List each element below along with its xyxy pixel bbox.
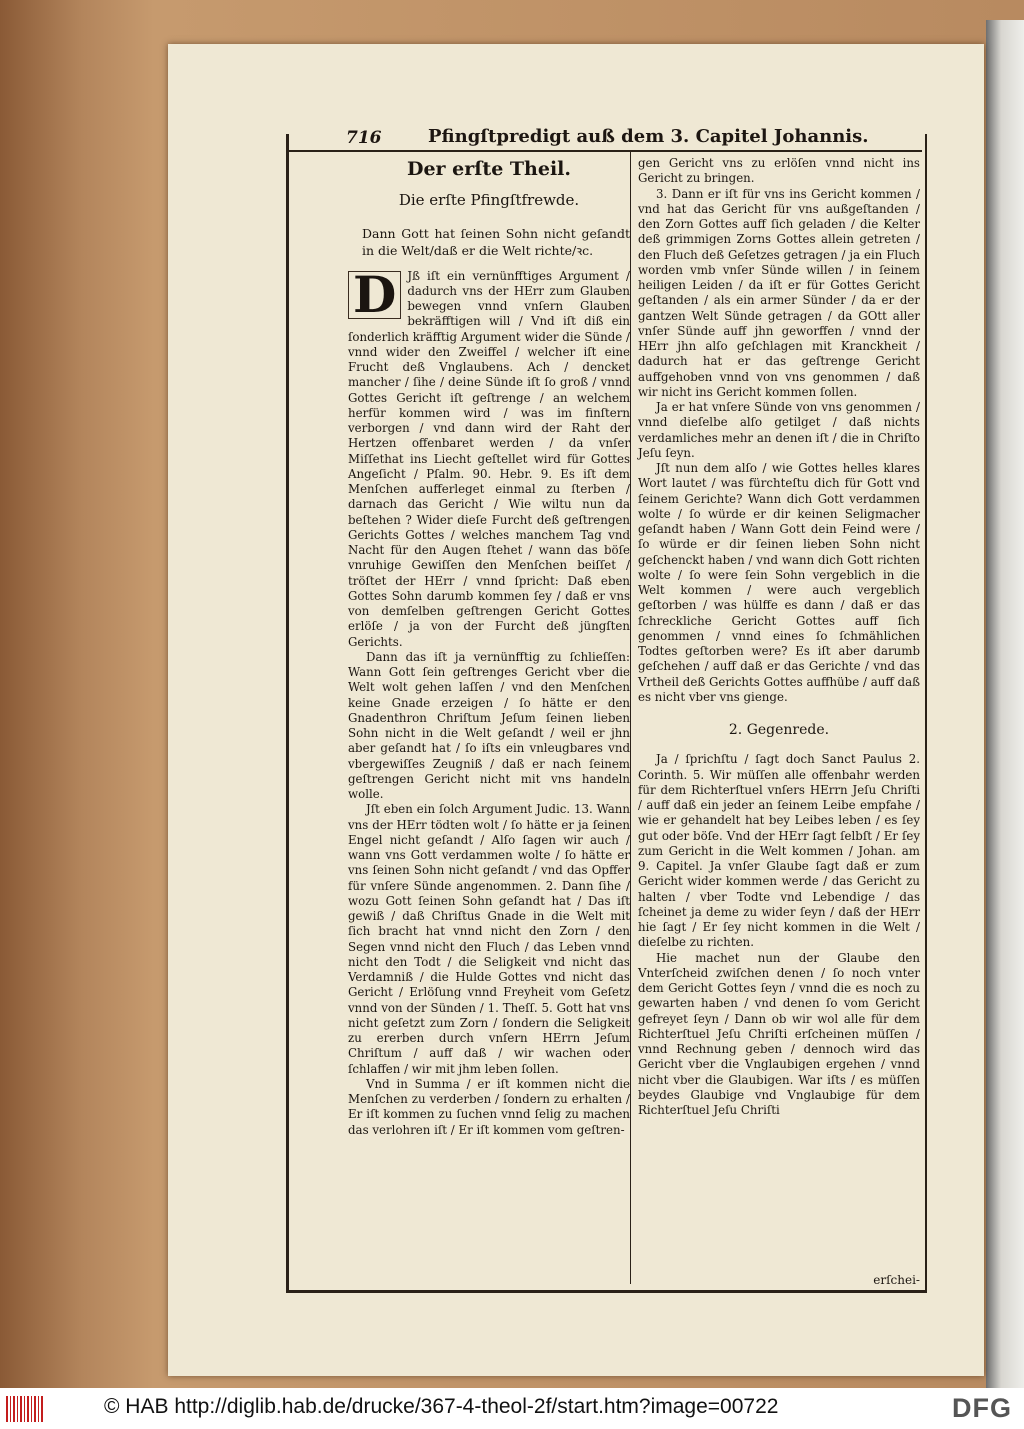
- section-subtitle: Die erſte Pfingſtfrewde.: [398, 191, 580, 210]
- viewer-footer: [0, 1388, 1024, 1429]
- paragraph: Jſt nun dem alſo / wie Gottes helles klares Wort lautet / was fürchteſtu dich für Gott vnd ſeinem Gerichte? Wann dich Gott verdammen wolte / ſo würde er dir keinen Seligmacher geſandt haben / Wann Gott dein Feind were / ſo würde er dir ſeinen lieben Sohn nicht geſchenckt haben / vnd wann dich Gott richten wolte / ſo were ſein Sohn vergeblich in die Welt kommen / were auch vergeblich geſtorben / was hülffe es dann / daß er das ſchreckliche Gericht Gottes auff ſich genommen / vnnd eines ſo ſchmählichen Todtes geſtorben were? Es iſt aber darumb geſchehen / auff daß er das Gerichte / vnd das Vrtheil deß Gerichts Gottes auffhübe / auff daß es nicht vber vns gienge.: [638, 461, 920, 704]
- library-logo-icon: [6, 1396, 44, 1422]
- source-credit-link[interactable]: © HAB http://diglib.hab.de/drucke/367-4-theol-2f/start.htm?image=00722: [104, 1395, 779, 1418]
- left-column: [348, 156, 630, 1284]
- dfg-logo: DFG: [952, 1393, 1012, 1423]
- paragraph: Dann das iſt ja vernünfftig zu ſchlieſſen: Wann Gott ſein geſtrenges Gericht vber die Welt wolt gehen laſſen / vnd den Menſchen keine Gnade erzeigen / ſo hätte er den Gnadenthron Chriſtum Jeſum ſeinen lieben Sohn nicht in die Welt geſandt / weil er jhn aber geſandt hat / ſo iſts ein vnleugbares vnd vbergewiſſes Zeugniß / daß er nach ſeinem geſtrengen Gericht nicht mit vns handeln wolle.: [348, 649, 630, 801]
- drop-cap: D: [348, 271, 401, 319]
- paragraph: Ja er hat vnſere Sünde von vns genommen / vnnd dieſelbe alſo getilget / daß nichts verdamliches mehr an denen iſt / die in Chriſto Jeſu ſeyn.: [638, 400, 920, 460]
- paragraph: gen Gericht vns zu erlöſen vnnd nicht ins Gericht zu bringen.: [638, 156, 920, 186]
- running-header: [342, 126, 869, 152]
- column-divider: [630, 152, 631, 1284]
- book-page: [168, 44, 984, 1376]
- section-title: Der erſte Theil.: [406, 158, 572, 180]
- paragraph: Ja / ſprichſtu / ſagt doch Sanct Paulus 2. Corinth. 5. Wir müſſen alle offenbahr werden für dem Richterſtuel vnſers HErrn Jeſu Chriſti / auff daß ein jeder an ſeinem Leibe empfahe / wie er gehandelt hat bey Leibes leben / es ſey gut oder böſe. Vnd der HErr ſagt ſelbſt / Er ſey zum Gericht in die Welt kommen / Johan. am 9. Capitel. Ja vnſer Glaube ſagt daß er zum Gericht wider kommen werde / das Gericht zu halten / vber Todte vnd Lebendige / das ſcheinet ja deme zu wider ſeyn / daß der HErr hie ſagt / Er ſey nicht kommen in die Welt / dieſelbe zu richten.: [638, 752, 920, 950]
- catchword: erſchei-: [873, 1272, 920, 1287]
- paragraph: Vnd in Summa / er iſt kommen nicht die Menſchen zu verderben / ſondern zu erhalten / Er iſt kommen zu ſuchen vnnd ſelig zu machen das verlohren iſt / Er iſt kommen vom geſtren-: [348, 1076, 630, 1137]
- paragraph-text: Jß iſt ein vernünfftiges Argument / dadurch vns der HErr zum Glauben bewegen vnnd vnſern Glauben bekräfftigen will / Vnd iſt diß ein ſonderlich kräfftig Argument wider die Sünde / vnnd wider den Zweiffel / welcher iſt eine Frucht deß Vnglaubens. Ach / dencket mancher / ſihe / deine Sünde iſt ſo groß / vnnd Gottes Gericht iſt geſtrenge / an welchem herfür kommen wird / was im finſtern verborgen / vnd dann wird der Raht der Hertzen offenbaret werden / da vnſer Miſſethat ins Liecht geſtellet wird für Gottes Angeſicht / Pſalm. 90. Hebr. 9. Es iſt dem Menſchen aufferleget einmal zu ſterben / darnach das Gericht / Wie wiltu nun da beſtehen ? Wider dieſe Furcht deß geſtrengen Gerichts Gottes / welches manchem Tag vnd Nacht für den Augen ſtehet / wann das böſe vnruhige Gewiſſen den Menſchen beiſſet / tröſtet der HErr / vnnd ſpricht: Daß eben Gottes Sohn darumb kommen ſey / daß er vns von demſelben geſtrengen Gericht Gottes erlöſe / ja von der Furcht deß jüngſten Gerichts.: [348, 268, 630, 649]
- paragraph: Jſt eben ein ſolch Argument Judic. 13. Wann vns der HErr tödten wolt / ſo hätte er ja ſeinen Engel nicht geſandt / Alſo ſagen wir auch / wann vns Gott verdammen wolte / ſo hätte er vns ſeinen Sohn nicht geſandt / vnd das Opffer für vnſere Sünde angenommen. 2. Dann ſihe / wozu Gott ſeinen Sohn geſandt hat / Das iſt gewiß / daß Chriſtus Gnade in die Welt mit ſich bracht hat vnnd nicht den Zorn / den Segen vnnd nicht den Fluch / das Leben vnnd nicht den Todt / die Seligkeit vnd nicht das Verdamniß / die Hulde Gottes vnd nicht das Gericht / Erlöſung vnnd Freyheit vom Geſetz vnnd von der Sünden / 1. Theſſ. 5. Gott hat vns nicht geſetzt zum Zorn / ſondern die Seligkeit zu ererben durch vnſern HErrn Jeſum Chriſtum / auff daß / wir wachen oder ſchlaffen / wir mit jhm leben ſollen.: [348, 802, 630, 1076]
- right-column: [638, 156, 920, 1287]
- scripture-quote: Dann Gott hat ſeinen Sohn nicht geſandt in die Welt/daß er die Welt richte/ꝛc.: [362, 225, 630, 258]
- paragraph: 3. Dann er iſt für vns ins Gericht kommen / vnd hat das Gericht für vns außgeſtanden / den Zorn Gottes auff ſich geladen / die Kelter deß grimmigen Zorns Gottes allein getreten / den Fluch deß Geſetzes getragen / ja ein Fluch worden vmb vnſer Sünde willen / in ſeinem heiligen Leiden / da iſt er für Gottes Gericht geſtanden / als ein armer Sünder / da er der gantzen Welt Sünde getragen / da GOtt aller vnſer Sünde auff jhn geworffen / vnnd der HErr jhn alſo geſchlagen mit Kranckheit / dadurch hat er das geſtrenge Gericht auffgehoben vnnd von vns genommen / daß wir nicht ins Gericht kommen ſollen.: [638, 186, 920, 399]
- paragraph: Hie machet nun der Glaube den Vnterſcheid zwiſchen denen / ſo noch vnter dem Gericht Gottes ſeyn / vnnd die es noch zu gewarten haben / vnd denen ſo vom Gericht gefreyet ſeyn / Dann ob wir wol alle für dem Richterſtuel Jeſu Chriſti erſcheinen müſſen / vnnd Rechnung geben / dennoch wird das Gericht vber die Vnglaubigen ergehen / vnnd nicht vber die Glaubigen. War iſts / es müſſen beydes Glaubige vnd Vnglaubige für dem Richterſtuel Jeſu Chriſti: [638, 950, 920, 1117]
- next-page-edge: [986, 20, 1024, 1388]
- paragraph: [348, 264, 630, 650]
- counter-heading: 2. Gegenrede.: [728, 722, 830, 738]
- page-number: 716: [346, 128, 382, 148]
- running-title: Pfingſtpredigt auß dem 3. Capitel Johannis.: [428, 126, 869, 147]
